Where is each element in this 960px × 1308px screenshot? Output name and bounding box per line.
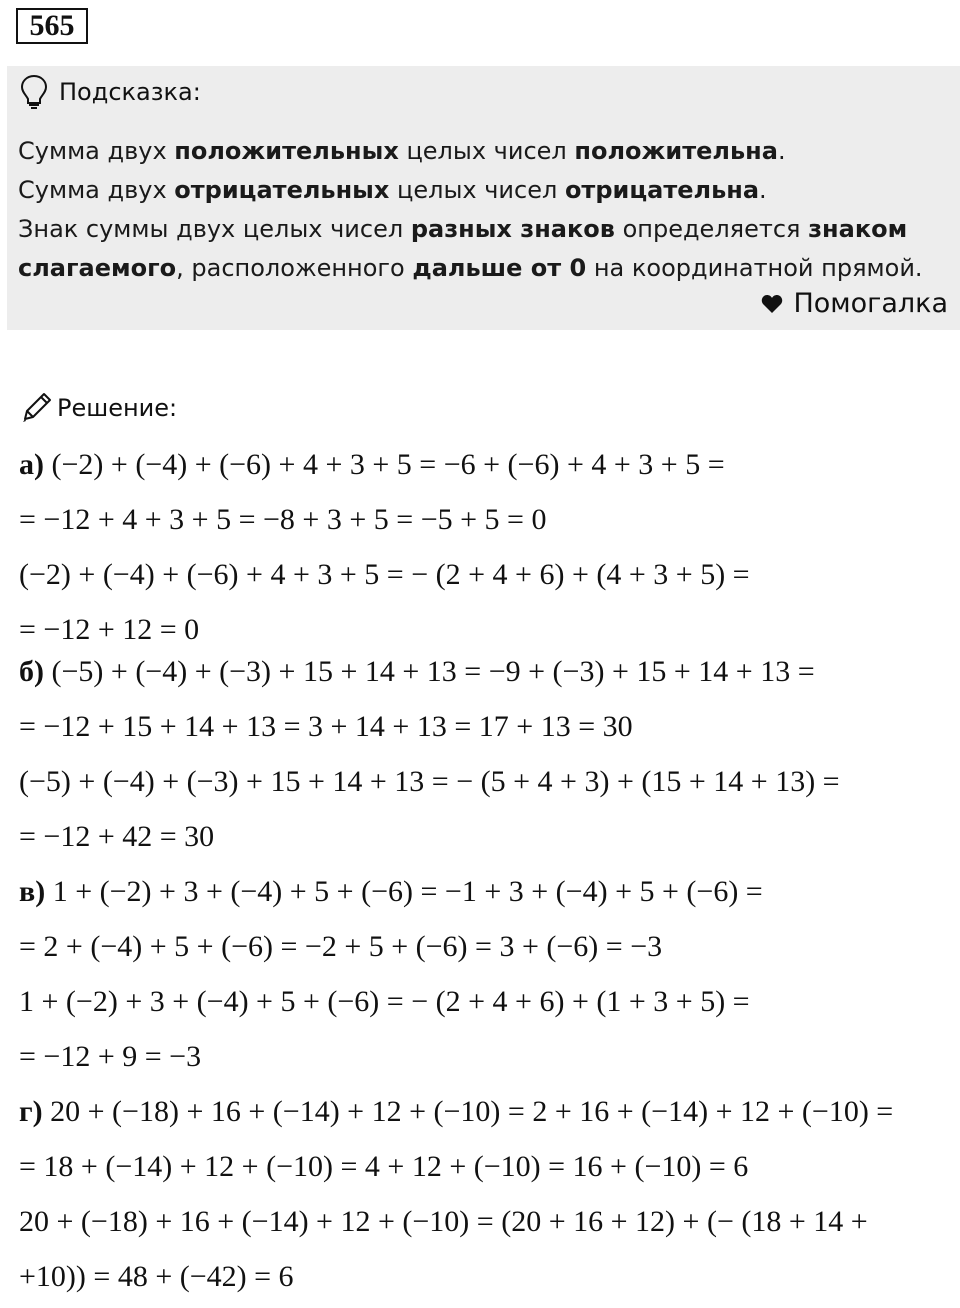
equation-text: 1 + (−2) + 3 + (−4) + 5 + (−6) = −1 + 3 + (−4) + 5 + (−6) = [45, 875, 763, 908]
solution-line [19, 707, 633, 747]
hint-body [18, 132, 923, 288]
solution-line [19, 1147, 748, 1187]
equation-text: 1 + (−2) + 3 + (−4) + 5 + (−6) = − (2 + 4 + 6) + (1 + 3 + 5) = [19, 985, 750, 1018]
hint-title: Подсказка: [59, 78, 201, 106]
solution-line [19, 817, 214, 857]
part-label: г) [19, 1095, 43, 1128]
solution-line [19, 610, 199, 650]
solution-header [19, 388, 177, 428]
solution-line [19, 1092, 893, 1132]
equation-text: = −12 + 12 = 0 [19, 613, 200, 646]
hint-footer [761, 288, 948, 319]
solution-line [19, 1202, 868, 1242]
hint-text-bold: разных знаков [410, 215, 615, 243]
hint-text-bold: слагаемого [18, 254, 177, 282]
pencil-icon [19, 391, 53, 425]
hint-text: Сумма двух [18, 176, 175, 204]
equation-text: (−2) + (−4) + (−6) + 4 + 3 + 5 = − (2 + 4 + 6) + (4 + 3 + 5) = [19, 558, 750, 591]
solution-line [19, 500, 546, 540]
equation-text: = 18 + (−14) + 12 + (−10) = 4 + 12 + (−10) = 16 + (−10) = 6 [19, 1150, 749, 1183]
hint-line [18, 171, 923, 210]
hint-text: . [759, 176, 767, 204]
equation-text: +10)) = 48 + (−42) = 6 [19, 1260, 294, 1293]
heart-icon [761, 294, 783, 314]
equation-text: = −12 + 9 = −3 [19, 1040, 202, 1073]
equation-text: 20 + (−18) + 16 + (−14) + 12 + (−10) = (20 + 16 + 12) + (− (18 + 14 + [19, 1205, 868, 1238]
solution-line [19, 555, 750, 595]
equation-text: (−5) + (−4) + (−3) + 15 + 14 + 13 = − (5 + 4 + 3) + (15 + 14 + 13) = [19, 765, 840, 798]
hint-text-bold: положительна [574, 137, 778, 165]
hint-text-bold: дальше от 0 [412, 254, 587, 282]
equation-text: = 2 + (−4) + 5 + (−6) = −2 + 5 + (−6) = 3 + (−6) = −3 [19, 930, 663, 963]
equation-text: = −12 + 4 + 3 + 5 = −8 + 3 + 5 = −5 + 5 = 0 [19, 503, 547, 536]
hint-text: на координатной прямой. [586, 254, 923, 282]
hint-text: Знак суммы двух целых чисел [18, 215, 411, 243]
solution-line [19, 445, 725, 485]
hint-line [18, 132, 923, 171]
solution-line [19, 872, 763, 912]
solution-line [19, 1037, 201, 1077]
equation-text: = −12 + 42 = 30 [19, 820, 215, 853]
solution-line [19, 652, 815, 692]
part-label: а) [19, 448, 44, 481]
hint-line [18, 249, 923, 288]
hint-text-bold: знаком [808, 215, 908, 243]
solution-line [19, 1257, 294, 1297]
problem-number: 565 [16, 8, 88, 44]
hint-text: целых чисел [398, 137, 575, 165]
hint-header [19, 74, 201, 110]
hint-text-bold: положительных [174, 137, 399, 165]
hint-text-bold: отрицательных [174, 176, 390, 204]
equation-text: (−5) + (−4) + (−3) + 15 + 14 + 13 = −9 + (−3) + 15 + 14 + 13 = [44, 655, 815, 688]
hint-text: Сумма двух [18, 137, 175, 165]
hint-text: . [777, 137, 786, 165]
hint-text: , расположенного [176, 254, 413, 282]
solution-line [19, 762, 840, 802]
part-label: в) [19, 875, 46, 908]
hint-footer-label: Помогалка [793, 288, 948, 319]
hint-text: определяется [614, 215, 809, 243]
hint-text: целых чисел [389, 176, 565, 204]
hint-box [7, 66, 960, 330]
solution-line [19, 982, 750, 1022]
equation-text: = −12 + 15 + 14 + 13 = 3 + 14 + 13 = 17 + 13 = 30 [19, 710, 633, 743]
lightbulb-icon [19, 74, 49, 110]
equation-text: (−2) + (−4) + (−6) + 4 + 3 + 5 = −6 + (−6) + 4 + 3 + 5 = [44, 448, 725, 481]
hint-line [18, 210, 923, 249]
solution-line [19, 927, 662, 967]
part-label: б) [19, 655, 44, 688]
solution-title: Решение: [57, 394, 178, 422]
hint-text-bold: отрицательна [564, 176, 760, 204]
equation-text: 20 + (−18) + 16 + (−14) + 12 + (−10) = 2 + 16 + (−14) + 12 + (−10) = [42, 1095, 894, 1128]
